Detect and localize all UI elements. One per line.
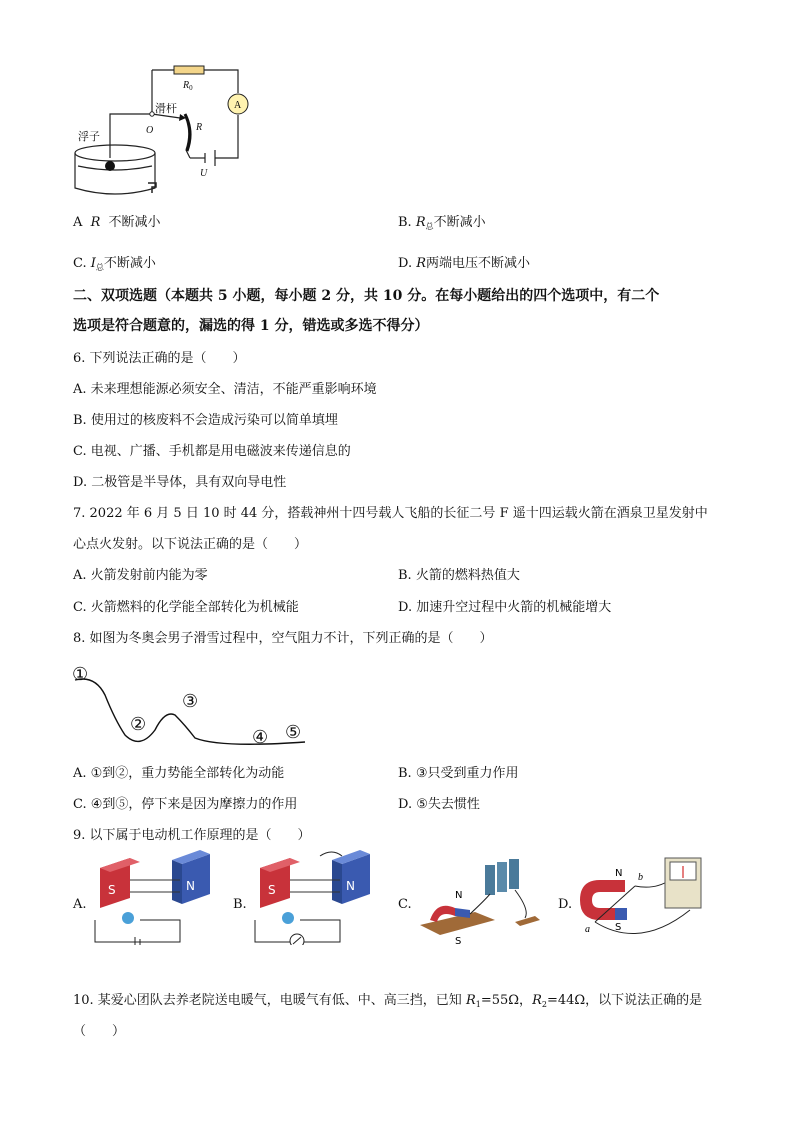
c-n-label: N [455, 890, 463, 901]
q7-option-c: C. 火箭燃料的化学能全部转化为机械能 [73, 600, 299, 615]
q8-option-a: A. ①到②，重力势能全部转化为动能 [73, 766, 285, 781]
q5-option-c: C. $I_总$不断减小 [73, 256, 156, 272]
section2-heading-line2: 选项是符合题意的，漏选的得 1 分，错选或多选不得分） [73, 318, 429, 334]
d-s-label: S [615, 922, 622, 933]
point-1: ① [72, 664, 89, 685]
q6-option-c: C. 电视、广播、手机都是用电磁波来传递信息的 [73, 444, 351, 459]
figure-c-rail-battery [415, 850, 545, 945]
q6-option-a: A. 未来理想能源必须安全、清洁，不能严重影响环境 [73, 382, 377, 397]
q7-stem-line2: 心点火发射。以下说法正确的是（ ） [73, 537, 308, 552]
commutator-b [282, 912, 294, 924]
q6-stem: 6. 下列说法正确的是（ ） [73, 351, 246, 366]
source-u-label: U [200, 168, 208, 179]
magnet-n-label-b: N [346, 879, 355, 893]
q5-option-d: D. R两端电压不断减小 [398, 256, 531, 271]
pivot-label: O [146, 125, 154, 136]
point-4: ④ [252, 727, 269, 748]
q8-option-b: B. ③只受到重力作用 [398, 766, 519, 781]
q6-option-b: B. 使用过的核废料不会造成污染可以简单填埋 [73, 413, 338, 428]
q7-option-b: B. 火箭的燃料热值大 [398, 568, 520, 583]
magnet-s-label-b: S [268, 883, 276, 897]
figure-d-magnet-galvanometer [570, 850, 705, 945]
q8-option-d: D. ⑤失去惯性 [398, 797, 480, 812]
galvanometer [290, 934, 304, 945]
slider-label: 滑杆 [155, 103, 177, 115]
q9-stem: 9. 以下属于电动机工作原理的是（ ） [73, 828, 311, 843]
figure-a-motor-battery [90, 850, 225, 945]
r0-label: $R_0$ [183, 80, 193, 92]
point-3: ③ [182, 691, 199, 712]
d-n-label: N [615, 868, 623, 879]
q9-label-c: C. [398, 897, 412, 912]
ski-slope-figure [70, 660, 310, 755]
q5-option-a: A R 不断减小 [73, 215, 161, 230]
q8-stem: 8. 如图为冬奥会男子滑雪过程中，空气阻力不计，下列正确的是（ ） [73, 631, 493, 646]
float-label: 浮子 [78, 131, 100, 143]
q7-option-a: A. 火箭发射前内能为零 [73, 568, 208, 583]
commutator [122, 912, 134, 924]
magnet-s-label: S [108, 883, 116, 897]
ammeter-label: A [234, 100, 242, 111]
q9-label-d: D. [558, 897, 573, 912]
section2-heading-line1: 二、双项选题（本题共 5 小题，每小题 2 分，共 10 分。在每小题给出的四个选项中，有二个 [73, 288, 660, 304]
resistor-r-label: R [196, 122, 203, 133]
d-b-label: b [638, 872, 643, 883]
q6-option-d: D. 二极管是半导体，具有双向导电性 [73, 475, 287, 490]
q9-label-a: A. [73, 897, 87, 912]
point-5: ⑤ [285, 722, 302, 743]
q9-label-b: B. [233, 897, 247, 912]
water-level-circuit-figure [70, 58, 260, 208]
q7-stem-line1: 7. 2022 年 6 月 5 日 10 时 44 分，搭载神州十四号载人飞船的长征二号 F 遥十四运载火箭在酒泉卫星发射中 [73, 506, 708, 521]
point-2: ② [130, 714, 147, 735]
q10-stem-line2: （ ） [73, 1024, 126, 1039]
magnet-n-label: N [186, 879, 195, 893]
q8-option-c: C. ④到⑤，停下来是因为摩擦力的作用 [73, 797, 298, 812]
c-s-label: S [455, 936, 462, 945]
d-a-label: a [585, 924, 590, 935]
q7-option-d: D. 加速升空过程中火箭的机械能增大 [398, 600, 612, 615]
q10-stem-line1: 10. 某爱心团队去养老院送电暖气，电暖气有低、中、高三挡，已知 $R_1=55\Omega$，$R_2=44\Omega$，以下说法正确的是 [73, 993, 703, 1009]
figure-b-generator-meter [250, 850, 385, 945]
q5-option-b: B. $R_总$不断减小 [398, 215, 486, 231]
